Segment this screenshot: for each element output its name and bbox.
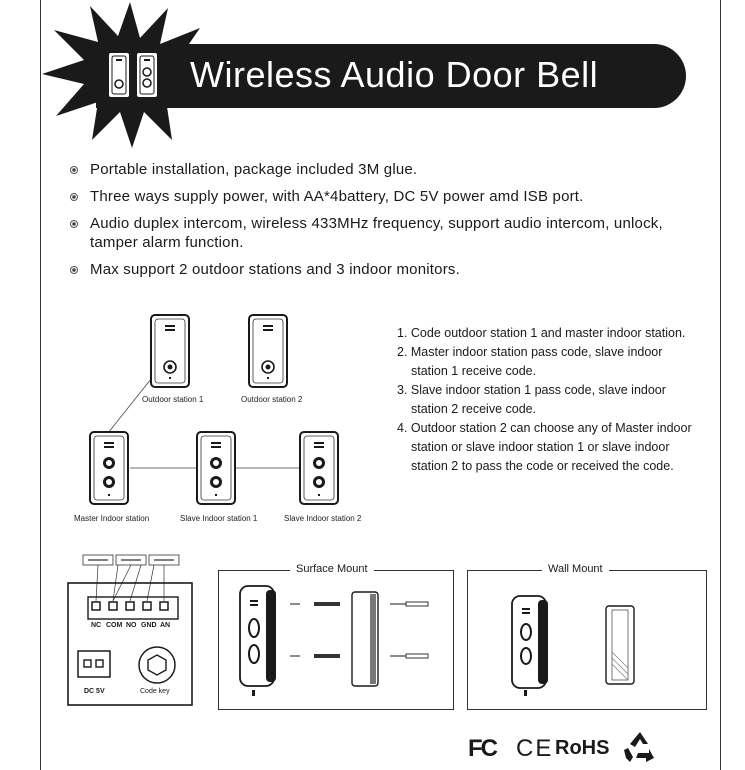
feature-item: Audio duplex intercom, wireless 433MHz frequency, support audio intercom, unlock, tamper alarm function.	[68, 214, 698, 252]
surface-mount-title: Surface Mount	[290, 563, 374, 575]
bullet-icon	[70, 220, 78, 228]
label-outdoor-station-2: Outdoor station 2	[241, 395, 303, 404]
terminal-wiring-diagram	[66, 553, 196, 708]
step-item: 3. Slave indoor station 1 pass code, slave indoor station 2 receive code.	[397, 383, 666, 416]
pairing-diagram	[60, 308, 370, 523]
bullet-icon	[70, 166, 78, 174]
terminal-label-an: AN	[160, 622, 171, 629]
recycle-icon	[622, 730, 658, 764]
terminal-label-nc: NC	[91, 622, 102, 629]
rohs-mark: RoHS	[555, 737, 610, 759]
power-label: DC 5V	[84, 688, 105, 695]
pairing-steps	[397, 324, 697, 476]
step-item: 4. Outdoor station 2 can choose any of Master indoor station or slave indoor station 1 or slave indoor station 2 to pass the code or received the code.	[397, 421, 692, 473]
terminal-label-com: COM	[106, 622, 123, 629]
feature-item: Three ways supply power, with AA*4battery, DC 5V power amd ISB port.	[68, 187, 698, 206]
bullet-icon	[70, 266, 78, 274]
terminal-label-gnd: GND	[141, 622, 157, 629]
label-slave-indoor-1: Slave Indoor station 1	[180, 514, 258, 523]
step-item: 1. Code outdoor station 1 and master indoor station.	[397, 326, 686, 340]
doorbell-icon	[104, 50, 164, 102]
label-master-indoor: Master Indoor station	[74, 514, 150, 523]
feature-item: Portable installation, package included 3M glue.	[68, 160, 698, 179]
wall-mount-title: Wall Mount	[542, 563, 609, 575]
feature-item: Max support 2 outdoor stations and 3 indoor monitors.	[68, 260, 698, 279]
wall-mount-illustration	[500, 592, 660, 702]
ce-mark: CE	[516, 735, 554, 762]
step-item: 2. Master indoor station pass code, slave indoor station 1 receive code.	[397, 345, 663, 378]
code-key-label: Code key	[140, 688, 170, 695]
surface-mount-illustration	[230, 580, 445, 700]
feature-list	[68, 160, 698, 287]
label-slave-indoor-2: Slave Indoor station 2	[284, 514, 362, 523]
right-border-line	[720, 0, 721, 770]
page-title: Wireless Audio Door Bell	[190, 54, 599, 95]
fc-mark: FC	[468, 735, 496, 762]
label-outdoor-station-1: Outdoor station 1	[142, 395, 204, 404]
terminal-label-no: NO	[126, 622, 137, 629]
bullet-icon	[70, 193, 78, 201]
